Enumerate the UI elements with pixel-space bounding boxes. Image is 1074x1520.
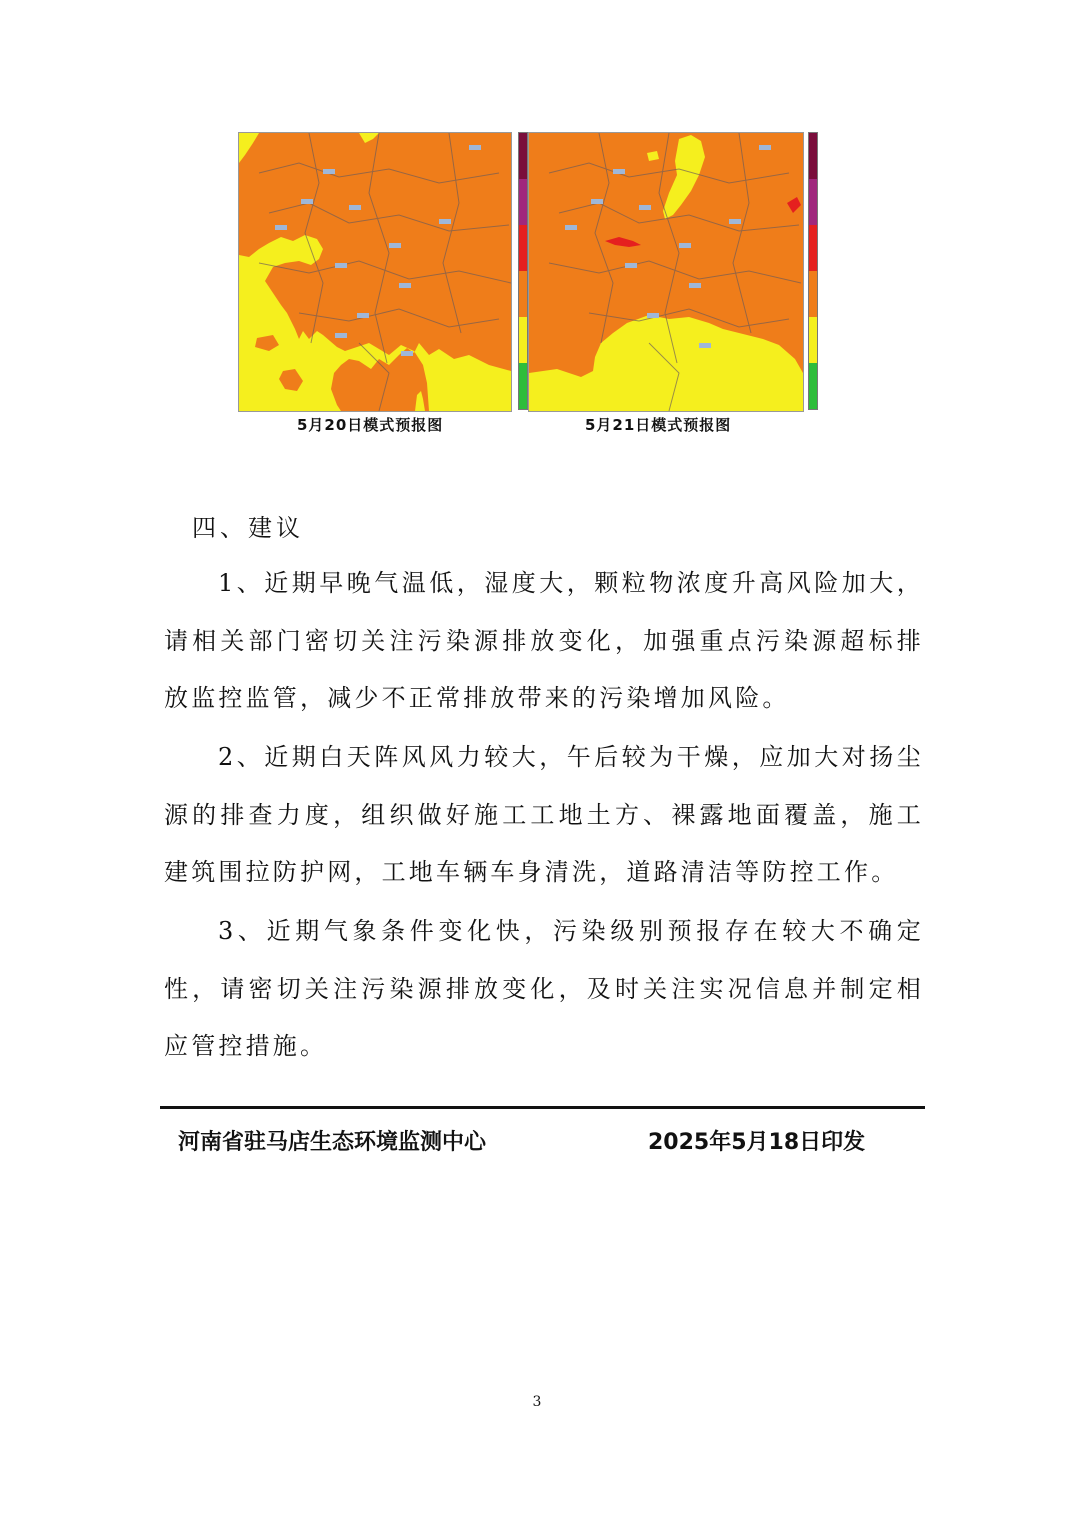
- color-legend-scale: [518, 132, 528, 410]
- recommendation-paragraph-2: 2、近期白天阵风风力较大，午后较为干燥，应加大对扬尘源的排查力度，组织做好施工工地土方、裸露地面覆盖，施工建筑围拉防护网，工地车辆车身清洗，道路清洁等防控工作。: [164, 743, 924, 886]
- forecast-map-may-21: [528, 132, 804, 412]
- forecast-figure-may-20: [238, 132, 520, 410]
- footer-divider: [160, 1106, 925, 1109]
- forecast-maps: [238, 132, 828, 412]
- figure-caption-may-21: 5月21日模式预报图: [585, 416, 732, 434]
- forecast-map-may-20: [238, 132, 512, 412]
- figure-caption-may-20: 5月20日模式预报图: [297, 416, 444, 434]
- issue-date: 2025年5月18日印发: [648, 1130, 866, 1155]
- forecast-figure-may-21: [528, 132, 818, 410]
- recommendation-paragraph-1: 1、近期早晚气温低，湿度大，颗粒物浓度升高风险加大，请相关部门密切关注污染源排放变化，加强重点污染源超标排放监控监管，减少不正常排放带来的污染增加风险。: [164, 569, 924, 712]
- page-number: 3: [532, 1394, 542, 1410]
- section-heading: 四、建议: [192, 514, 304, 542]
- recommendation-paragraph-3: 3、近期气象条件变化快，污染级别预报存在较大不确定性，请密切关注污染源排放变化，及时关注实况信息并制定相应管控措施。: [164, 917, 924, 1060]
- color-legend-scale: [808, 132, 818, 410]
- issuer-name: 河南省驻马店生态环境监测中心: [178, 1130, 487, 1155]
